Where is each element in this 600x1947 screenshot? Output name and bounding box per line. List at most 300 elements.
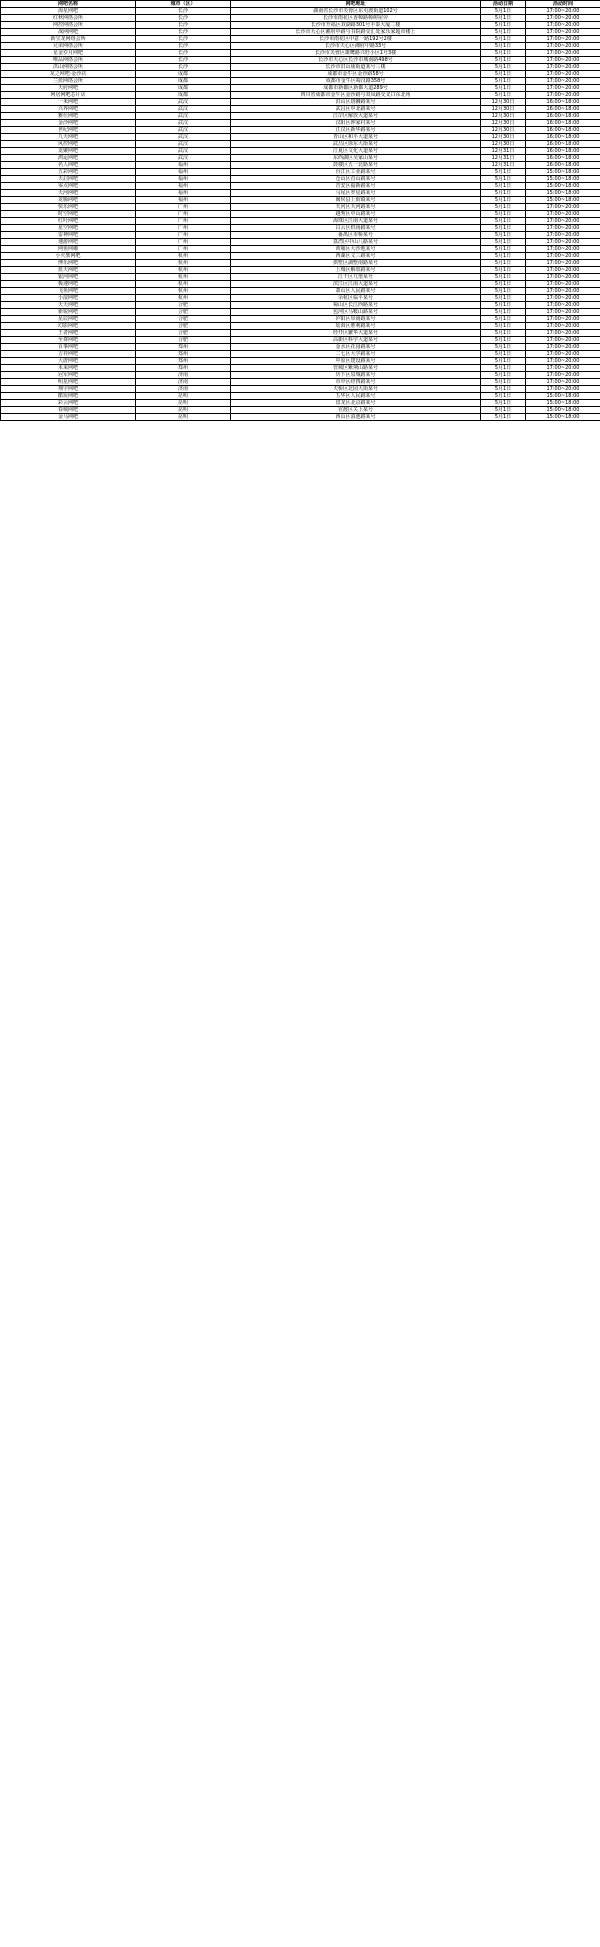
address-cell: 武昌区中北路某号 (231, 106, 481, 113)
address-cell: 汉阳区钟家村某号 (231, 120, 481, 127)
table-row (1, 141, 600, 148)
cafe-name-cell: 龙之网吧·金沙店 (1, 71, 136, 78)
cafe-name-cell: 时空网吧 (1, 211, 136, 218)
time-cell: 17:00~20:00 (526, 316, 600, 323)
date-cell: 5月1日 (481, 43, 526, 50)
date-cell: 12月30日 (481, 113, 526, 120)
time-cell: 17:00~20:00 (526, 92, 600, 99)
date-cell: 5月1日 (481, 344, 526, 351)
date-cell: 12月30日 (481, 141, 526, 148)
table-row (1, 365, 600, 372)
time-cell: 16:00~18:00 (526, 155, 600, 162)
table-row (1, 253, 600, 260)
date-cell: 5月1日 (481, 183, 526, 190)
cafe-name-cell: 大唐网吧 (1, 358, 136, 365)
table-row (1, 113, 600, 120)
address-cell: 天河区天河路某号 (231, 204, 481, 211)
city-cell: 长沙 (136, 15, 231, 22)
city-cell: 杭州 (136, 295, 231, 302)
time-cell: 16:00~18:00 (526, 162, 600, 169)
date-cell: 5月1日 (481, 316, 526, 323)
date-cell: 5月1日 (481, 36, 526, 43)
table-row (1, 71, 600, 78)
time-cell: 17:00~20:00 (526, 337, 600, 344)
cafe-name-cell: 天天网吧 (1, 302, 136, 309)
cafe-name-cell: 未来网吧 (1, 365, 136, 372)
cafe-name-cell: 冠军网吧 (1, 372, 136, 379)
date-cell: 12月30日 (481, 127, 526, 134)
date-cell: 5月1日 (481, 295, 526, 302)
time-cell: 17:00~20:00 (526, 344, 600, 351)
date-cell: 5月1日 (481, 71, 526, 78)
cafe-name-cell: 新锐网吧 (1, 309, 136, 316)
city-cell: 郑州 (136, 358, 231, 365)
address-cell: 番禺区市桥某号 (231, 232, 481, 239)
address-cell: 青山区和平大道某号 (231, 134, 481, 141)
cafe-name-cell: 网鱼网咖 (1, 246, 136, 253)
city-cell: 广州 (136, 225, 231, 232)
time-cell: 16:00~18:00 (526, 113, 600, 120)
time-cell: 16:00~18:00 (526, 134, 600, 141)
cafe-name-cell: 天启网吧 (1, 176, 136, 183)
date-cell: 5月1日 (481, 29, 526, 36)
cafe-name-cell: 海星网吧 (1, 8, 136, 15)
cafe-name-cell: 翔宇网吧 (1, 386, 136, 393)
date-cell: 5月1日 (481, 309, 526, 316)
table-row (1, 288, 600, 295)
city-cell: 济南 (136, 372, 231, 379)
address-cell: 市中区经四路某号 (231, 379, 481, 386)
city-cell: 武汉 (136, 120, 231, 127)
city-cell: 福州 (136, 162, 231, 169)
address-cell: 成都市金牛区蜀汉路358号 (231, 78, 481, 85)
time-cell: 17:00~20:00 (526, 309, 600, 316)
cafe-name-cell: 百事网吧 (1, 344, 136, 351)
time-cell: 17:00~20:00 (526, 36, 600, 43)
cafe-name-cell: 蓝天网吧 (1, 267, 136, 274)
cafe-name-cell: 战网网吧 (1, 29, 136, 36)
city-cell: 广州 (136, 239, 231, 246)
address-cell: 经开区繁华大道某号 (231, 330, 481, 337)
time-cell: 17:00~20:00 (526, 218, 600, 225)
time-cell: 17:00~20:00 (526, 78, 600, 85)
city-cell: 武汉 (136, 106, 231, 113)
time-cell: 17:00~20:00 (526, 323, 600, 330)
cafe-name-cell: 博乐网吧 (1, 260, 136, 267)
time-cell: 17:00~20:00 (526, 379, 600, 386)
time-cell: 16:00~18:00 (526, 148, 600, 155)
city-cell: 长沙 (136, 57, 231, 64)
time-cell: 15:00~18:00 (526, 190, 600, 197)
date-cell: 5月1日 (481, 57, 526, 64)
city-cell: 武汉 (136, 148, 231, 155)
cafe-name-cell: 雷神网吧 (1, 232, 136, 239)
city-cell: 合肥 (136, 323, 231, 330)
time-cell: 15:00~18:00 (526, 197, 600, 204)
date-cell: 5月1日 (481, 267, 526, 274)
table-row (1, 218, 600, 225)
table-row (1, 120, 600, 127)
cafe-name-cell: 兰蓝网络会所 (1, 78, 136, 85)
date-cell: 5月1日 (481, 15, 526, 22)
cafe-name-cell: 洪山网络会所 (1, 64, 136, 71)
date-cell: 5月1日 (481, 190, 526, 197)
cafe-name-cell: 至尊网吧 (1, 337, 136, 344)
table-row (1, 386, 600, 393)
time-cell: 17:00~20:00 (526, 43, 600, 50)
city-cell: 杭州 (136, 260, 231, 267)
city-cell: 合肥 (136, 337, 231, 344)
cafe-name-cell: 网居网吧芯片店 (1, 92, 136, 99)
city-cell: 广州 (136, 246, 231, 253)
date-cell: 5月1日 (481, 92, 526, 99)
table-row (1, 351, 600, 358)
address-cell: 武昌区徐东大街某号 (231, 141, 481, 148)
column-header-name: 网吧名称 (1, 1, 136, 8)
date-cell: 5月1日 (481, 253, 526, 260)
city-cell: 郑州 (136, 344, 231, 351)
table-row (1, 50, 600, 57)
cafe-name-cell: 雅仕网吧 (1, 113, 136, 120)
time-cell: 17:00~20:00 (526, 386, 600, 393)
address-cell: 仓山区首山路某号 (231, 176, 481, 183)
time-cell: 17:00~20:00 (526, 8, 600, 15)
table-row (1, 246, 600, 253)
table-row (1, 176, 600, 183)
address-cell: 管城区紫荆山路某号 (231, 365, 481, 372)
date-cell: 5月1日 (481, 246, 526, 253)
address-cell: 中原区建设路某号 (231, 358, 481, 365)
cafe-name-cell: 小火柴网吧 (1, 253, 136, 260)
table-body (1, 8, 600, 421)
cafe-name-cell: 网控网络会所 (1, 22, 136, 29)
address-cell: 成都市金牛区金沙路58号 (231, 71, 481, 78)
address-cell: 西湖区文三路某号 (231, 253, 481, 260)
date-cell: 5月1日 (481, 358, 526, 365)
date-cell: 12月31日 (481, 148, 526, 155)
date-cell: 5月1日 (481, 176, 526, 183)
time-cell: 16:00~18:00 (526, 120, 600, 127)
table-row (1, 8, 600, 15)
cafe-name-cell: 新宝龙网络会所 (1, 36, 136, 43)
address-cell: 天桥区北园大街某号 (231, 386, 481, 393)
address-cell: 闽侯县上街镇某号 (231, 197, 481, 204)
city-cell: 济南 (136, 379, 231, 386)
cafe-name-cell: 兴界网吧 (1, 106, 136, 113)
table-row (1, 155, 600, 162)
city-cell: 广州 (136, 232, 231, 239)
table-row (1, 92, 600, 99)
table-row (1, 344, 600, 351)
address-cell: 长沙市芙蓉区雄鹰路兴旺小区1号3楼 (231, 50, 481, 57)
cafe-name-cell: 极速网吧 (1, 281, 136, 288)
address-cell: 长沙市洪山庙街道某号三楼 (231, 64, 481, 71)
table-row (1, 57, 600, 64)
address-cell: 白云区机场路某号 (231, 225, 481, 232)
table-row (1, 169, 600, 176)
address-cell: 盘龙区北京路某号 (231, 400, 481, 407)
city-cell: 昆明 (136, 393, 231, 400)
time-cell: 17:00~20:00 (526, 288, 600, 295)
table-row (1, 407, 600, 414)
time-cell: 17:00~20:00 (526, 330, 600, 337)
time-cell: 17:00~20:00 (526, 204, 600, 211)
time-cell: 17:00~20:00 (526, 64, 600, 71)
city-cell: 昆明 (136, 407, 231, 414)
cafe-name-cell: 小浪网吧 (1, 295, 136, 302)
cafe-name-cell: 龙腾网吧 (1, 197, 136, 204)
table-row (1, 99, 600, 106)
address-cell: 长沙市开福区双湖路301号丰泰大厦二楼 (231, 22, 481, 29)
city-cell: 福州 (136, 183, 231, 190)
date-cell: 5月1日 (481, 414, 526, 421)
time-cell: 17:00~20:00 (526, 274, 600, 281)
city-cell: 成都 (136, 85, 231, 92)
city-cell: 郑州 (136, 365, 231, 372)
date-cell: 5月1日 (481, 281, 526, 288)
time-cell: 15:00~18:00 (526, 176, 600, 183)
cafe-name-cell: 星辰网吧 (1, 316, 136, 323)
table-row (1, 204, 600, 211)
address-cell: 江干区九堡某号 (231, 274, 481, 281)
cafe-name-cell: 世纪网吧 (1, 127, 136, 134)
address-cell: 长沙市雨花区香樟路樟树屋旁 (231, 15, 481, 22)
time-cell: 17:00~20:00 (526, 253, 600, 260)
time-cell: 15:00~18:00 (526, 414, 600, 421)
city-cell: 合肥 (136, 316, 231, 323)
address-cell: 高新区科学大道某号 (231, 337, 481, 344)
city-cell: 杭州 (136, 288, 231, 295)
table-row (1, 232, 600, 239)
address-cell: 萧山区人民路某号 (231, 288, 481, 295)
date-cell: 5月1日 (481, 218, 526, 225)
table-row (1, 36, 600, 43)
time-cell: 17:00~20:00 (526, 260, 600, 267)
city-cell: 广州 (136, 211, 231, 218)
address-cell: 滨江区江南大道某号 (231, 281, 481, 288)
time-cell: 16:00~18:00 (526, 141, 600, 148)
table-row (1, 400, 600, 407)
cafe-name-cell: 天府网吧 (1, 85, 136, 92)
time-cell: 15:00~18:00 (526, 169, 600, 176)
cafe-name-cell: 零点网吧 (1, 183, 136, 190)
address-cell: 东西湖区吴家山某号 (231, 155, 481, 162)
city-cell: 武汉 (136, 134, 231, 141)
table-row (1, 274, 600, 281)
address-cell: 蜀山区长江西路某号 (231, 302, 481, 309)
city-cell: 武汉 (136, 99, 231, 106)
date-cell: 5月1日 (481, 232, 526, 239)
date-cell: 5月1日 (481, 204, 526, 211)
date-cell: 5月1日 (481, 302, 526, 309)
address-cell: 拱墅区湖墅南路某号 (231, 260, 481, 267)
cafe-name-cell: 兄弟网络会所 (1, 43, 136, 50)
table-row (1, 43, 600, 50)
table-row (1, 330, 600, 337)
cafe-name-cell: 鸿运网吧 (1, 155, 136, 162)
address-cell: 二七区大学路某号 (231, 351, 481, 358)
table-row (1, 162, 600, 169)
time-cell: 17:00~20:00 (526, 246, 600, 253)
table-row (1, 22, 600, 29)
address-cell: 长沙市天心区湘府中路33号 (231, 43, 481, 50)
date-cell: 5月1日 (481, 379, 526, 386)
date-cell: 12月30日 (481, 134, 526, 141)
address-cell: 四川省成都市金牛区金沙路与双凤路交叉口东北角 (231, 92, 481, 99)
table-row (1, 64, 600, 71)
date-cell: 5月1日 (481, 169, 526, 176)
city-cell: 福州 (136, 176, 231, 183)
date-cell: 12月30日 (481, 99, 526, 106)
table-row (1, 372, 600, 379)
time-cell: 16:00~18:00 (526, 106, 600, 113)
city-cell: 广州 (136, 204, 231, 211)
table-row (1, 358, 600, 365)
city-cell: 合肥 (136, 309, 231, 316)
table-row (1, 309, 600, 316)
time-cell: 17:00~20:00 (526, 50, 600, 57)
time-cell: 17:00~20:00 (526, 15, 600, 22)
cafe-name-cell: 风控网吧 (1, 141, 136, 148)
city-cell: 福州 (136, 197, 231, 204)
table-row (1, 127, 600, 134)
time-cell: 15:00~18:00 (526, 393, 600, 400)
cafe-name-cell: 九天网吧 (1, 134, 136, 141)
date-cell: 5月1日 (481, 50, 526, 57)
time-cell: 17:00~20:00 (526, 57, 600, 64)
table-row (1, 302, 600, 309)
table-row (1, 267, 600, 274)
address-cell: 包河区马鞍山路某号 (231, 309, 481, 316)
table-row (1, 190, 600, 197)
date-cell: 5月1日 (481, 64, 526, 71)
date-cell: 5月1日 (481, 393, 526, 400)
cafe-name-cell: 王者网吧 (1, 330, 136, 337)
time-cell: 15:00~18:00 (526, 400, 600, 407)
table-row (1, 15, 600, 22)
date-cell: 5月1日 (481, 351, 526, 358)
cafe-name-cell: 金马网吧 (1, 414, 136, 421)
date-cell: 5月1日 (481, 365, 526, 372)
city-cell: 武汉 (136, 113, 231, 120)
table-row (1, 414, 600, 421)
city-cell: 长沙 (136, 22, 231, 29)
address-cell: 鼓楼区五一北路某号 (231, 162, 481, 169)
cafe-name-cell: 速游网吧 (1, 239, 136, 246)
date-cell: 5月1日 (481, 274, 526, 281)
cafe-name-cell: 快乐网吧 (1, 204, 136, 211)
time-cell: 17:00~20:00 (526, 295, 600, 302)
column-header-date: 活动日期 (481, 1, 526, 8)
time-cell: 16:00~18:00 (526, 99, 600, 106)
city-cell: 成都 (136, 92, 231, 99)
time-cell: 17:00~20:00 (526, 358, 600, 365)
address-cell: 江岸区解放大道某号 (231, 113, 481, 120)
cafe-name-cell: 唯品网络会所 (1, 57, 136, 64)
city-cell: 长沙 (136, 29, 231, 36)
column-header-city: 城市（区） (136, 1, 231, 8)
time-cell: 15:00~18:00 (526, 407, 600, 414)
time-cell: 17:00~20:00 (526, 365, 600, 372)
time-cell: 17:00~20:00 (526, 351, 600, 358)
address-cell: 长沙市天心区湘府中路与书院路交汇处家乐家超市楼上 (231, 29, 481, 36)
city-cell: 合肥 (136, 330, 231, 337)
table-row (1, 148, 600, 155)
address-cell: 瑶海区胜利路某号 (231, 323, 481, 330)
city-cell: 济南 (136, 386, 231, 393)
time-cell: 16:00~18:00 (526, 127, 600, 134)
cafe-name-cell: 天河网吧 (1, 190, 136, 197)
time-cell: 17:00~20:00 (526, 211, 600, 218)
date-cell: 5月1日 (481, 400, 526, 407)
time-cell: 17:00~20:00 (526, 372, 600, 379)
cafe-name-cell: 一米网吧 (1, 99, 136, 106)
address-cell: 荔湾区中山八路某号 (231, 239, 481, 246)
cafe-name-cell: 银河网吧 (1, 274, 136, 281)
address-cell: 长沙市雨花区中意一路192号2楼 (231, 36, 481, 43)
date-cell: 12月30日 (481, 120, 526, 127)
table-row (1, 323, 600, 330)
address-cell: 马尾区罗星路某号 (231, 190, 481, 197)
city-cell: 郑州 (136, 351, 231, 358)
column-header-address: 网吧地址 (231, 1, 481, 8)
date-cell: 5月1日 (481, 22, 526, 29)
city-cell: 广州 (136, 218, 231, 225)
address-cell: 洪山区珞狮路某号 (231, 99, 481, 106)
table-header-row (1, 1, 600, 8)
address-cell: 晋安区福新路某号 (231, 183, 481, 190)
cafe-name-cell: 彩云网吧 (1, 400, 136, 407)
date-cell: 12月30日 (481, 106, 526, 113)
address-cell: 金水区花园路某号 (231, 344, 481, 351)
table-row (1, 393, 600, 400)
table-row (1, 29, 600, 36)
city-cell: 长沙 (136, 36, 231, 43)
time-cell: 17:00~20:00 (526, 29, 600, 36)
address-cell: 历下区泉城路某号 (231, 372, 481, 379)
address-cell: 湖南省长沙市芙蓉区东屯渡街道102号 (231, 8, 481, 15)
date-cell: 5月1日 (481, 386, 526, 393)
table-row (1, 239, 600, 246)
date-cell: 5月1日 (481, 8, 526, 15)
date-cell: 5月1日 (481, 323, 526, 330)
cafe-name-cell: 明星网吧 (1, 379, 136, 386)
table-row (1, 337, 600, 344)
cafe-name-cell: 星空网吧 (1, 225, 136, 232)
table-row (1, 260, 600, 267)
time-cell: 15:00~18:00 (526, 183, 600, 190)
cafe-name-cell: 春城网吧 (1, 407, 136, 414)
date-cell: 5月1日 (481, 407, 526, 414)
table-row (1, 85, 600, 92)
table-row (1, 379, 600, 386)
city-cell: 杭州 (136, 267, 231, 274)
city-cell: 武汉 (136, 141, 231, 148)
cafe-name-cell: 幻影网吧 (1, 323, 136, 330)
column-header-time: 活动时间 (526, 1, 600, 8)
date-cell: 5月1日 (481, 330, 526, 337)
time-cell: 17:00~20:00 (526, 239, 600, 246)
cafe-name-cell: 名人网吧 (1, 162, 136, 169)
city-cell: 福州 (136, 169, 231, 176)
city-cell: 武汉 (136, 127, 231, 134)
city-cell: 长沙 (136, 8, 231, 15)
table-row (1, 78, 600, 85)
time-cell: 17:00~20:00 (526, 22, 600, 29)
cafe-name-cell: 酷玩网吧 (1, 393, 136, 400)
time-cell: 17:00~20:00 (526, 302, 600, 309)
date-cell: 5月1日 (481, 372, 526, 379)
